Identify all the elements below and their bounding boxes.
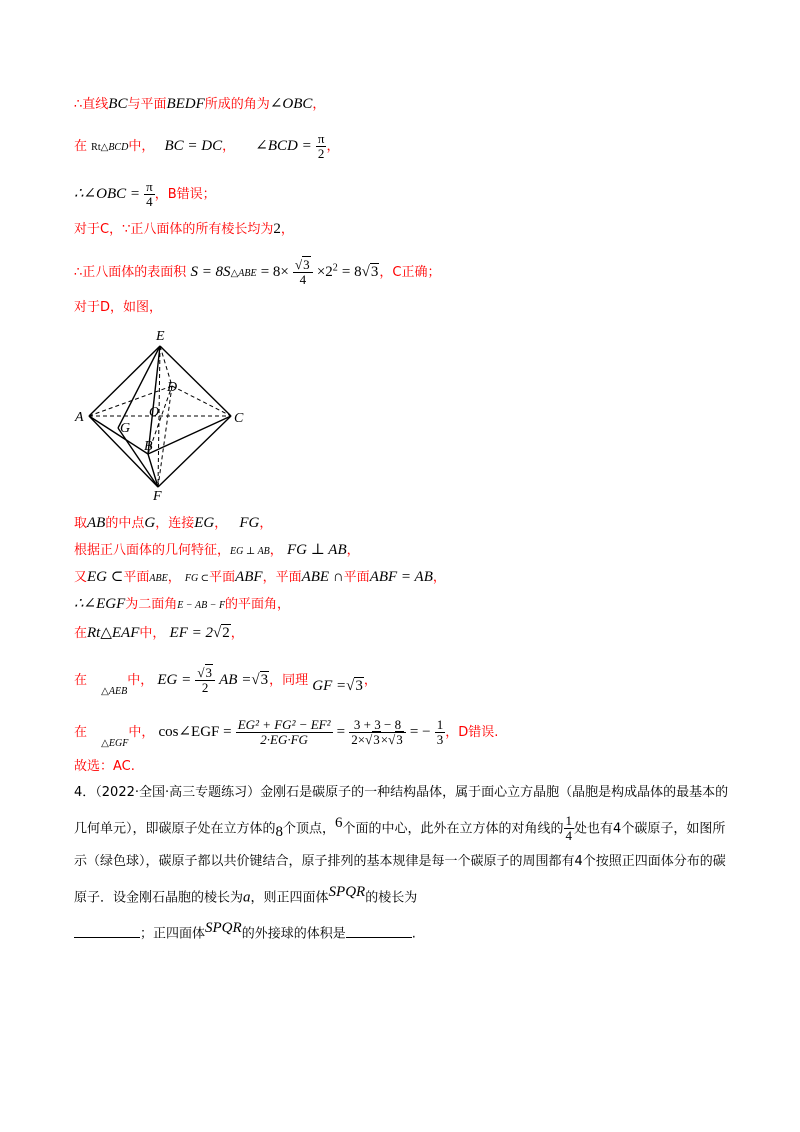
solution-line-2: 在 Rt△BCD中， BC = DC， ∠BCD = $\frac{\pi}{2}$ ， [74,131,340,161]
fraction-pi-over-4: $\frac{\pi}{4}$ [146,179,153,209]
solution-line-3: ∴∠OBC = $\frac{\pi}{4}$ ，B错误； [74,179,216,209]
octahedron-figure [70,324,250,506]
label-A: A [75,410,84,425]
solution-line-9: 又EG ⊂平面ABE， FG ⊂平面ABF，平面ABE ∩平面ABF = AB， [74,569,446,585]
solution-line-13: 在 $_{\triangle EGF}$中， cos∠EGF = $\frac{\text{EG² + FG² − EF²}}{2\cdot EG\cdot FG}$ = $\frac{3 + 3 - 8}{2\times√3\times√3}$ = − $\frac{1}{3}$ ，D错误. [74,717,499,749]
fraction-sqrt3-over-2: $\frac{√3}{2}$ [195,666,215,695]
label-C: C [234,411,244,426]
label-E: E [156,329,165,344]
solution-line-6: 对于D，如图， [74,300,163,315]
solution-line-12: 在 $_{\triangle AEB}$中， EG = $\frac{√3}{2}$ AB =√3，同理 GF =√3， [74,665,377,697]
solution-line-7: 取AB的中点G，连接EG， FG， [74,515,273,531]
solution-line-5: ∴正八面体的表面积 S = 8S△ABE = 8× $\frac{√3}{4}$ $\times 2^2 = 8√3$，C正确； [74,257,441,287]
fraction-pi-over-2: $\frac{\pi}{2}$ [317,131,325,161]
label-F: F [153,489,162,504]
solution-line-1: ∴直线BC与平面BEDF所成的角为∠OBC， [74,96,326,112]
label-B: B [144,439,153,454]
label-O: O [149,405,160,420]
question-4: 4．（2022·全国·高三专题练习）金刚石是碳原子的一种结构晶体，属于面心立方晶胞（晶胞是构成晶体的最基本的几何单元），即碳原子处在立方体的$_8$个顶点，$^6$个面的中心，此外在立方体的对角线的 $\frac{1}{4}$ 处也有4个碳原子，如图所示（绿色球），碳原子都以共价键结合，原子排列的基本规律是每一个碳原子的周围都有4个按照正四面体分布的碳原子．设金刚石晶胞的棱长为a，则正四面体$^{SPQR}$的棱长为 ；正四面体$^{SPQR}$的外接球的体积是 . [74,785,729,942]
solution-line-14: 故选：AC. [74,759,135,774]
fraction-one-fourth: $\frac{1}{4}$ [565,813,573,844]
answer-blank-1[interactable] [74,923,140,938]
solution-line-11: 在Rt△EAF中， EF = 2√2， [74,625,244,641]
fraction-sqrt3-over-4: $\frac{√3}{4}$ [293,258,313,287]
answer-blank-2[interactable] [346,923,412,938]
fraction-cos-value: $\frac{3 + 3 - 8}{2\times√3\times√3}$ [349,718,405,747]
label-G: G [120,421,131,436]
solution-line-4: 对于C，∵正八面体的所有棱长均为2， [74,221,294,237]
solution-line-8: 根据正八面体的几何特征，EG ⊥ AB， FG ⊥ AB， [74,542,360,558]
fraction-one-third: $\frac{1}{3}$ [436,717,444,747]
fraction-cos-formula: $\frac{\text{EG² + FG² − EF²}}{2\cdot EG\cdot FG}$ [237,717,331,747]
label-D: D [167,380,178,395]
solution-line-10: ∴∠EGF为二面角E − AB − F的平面角， [74,596,291,612]
